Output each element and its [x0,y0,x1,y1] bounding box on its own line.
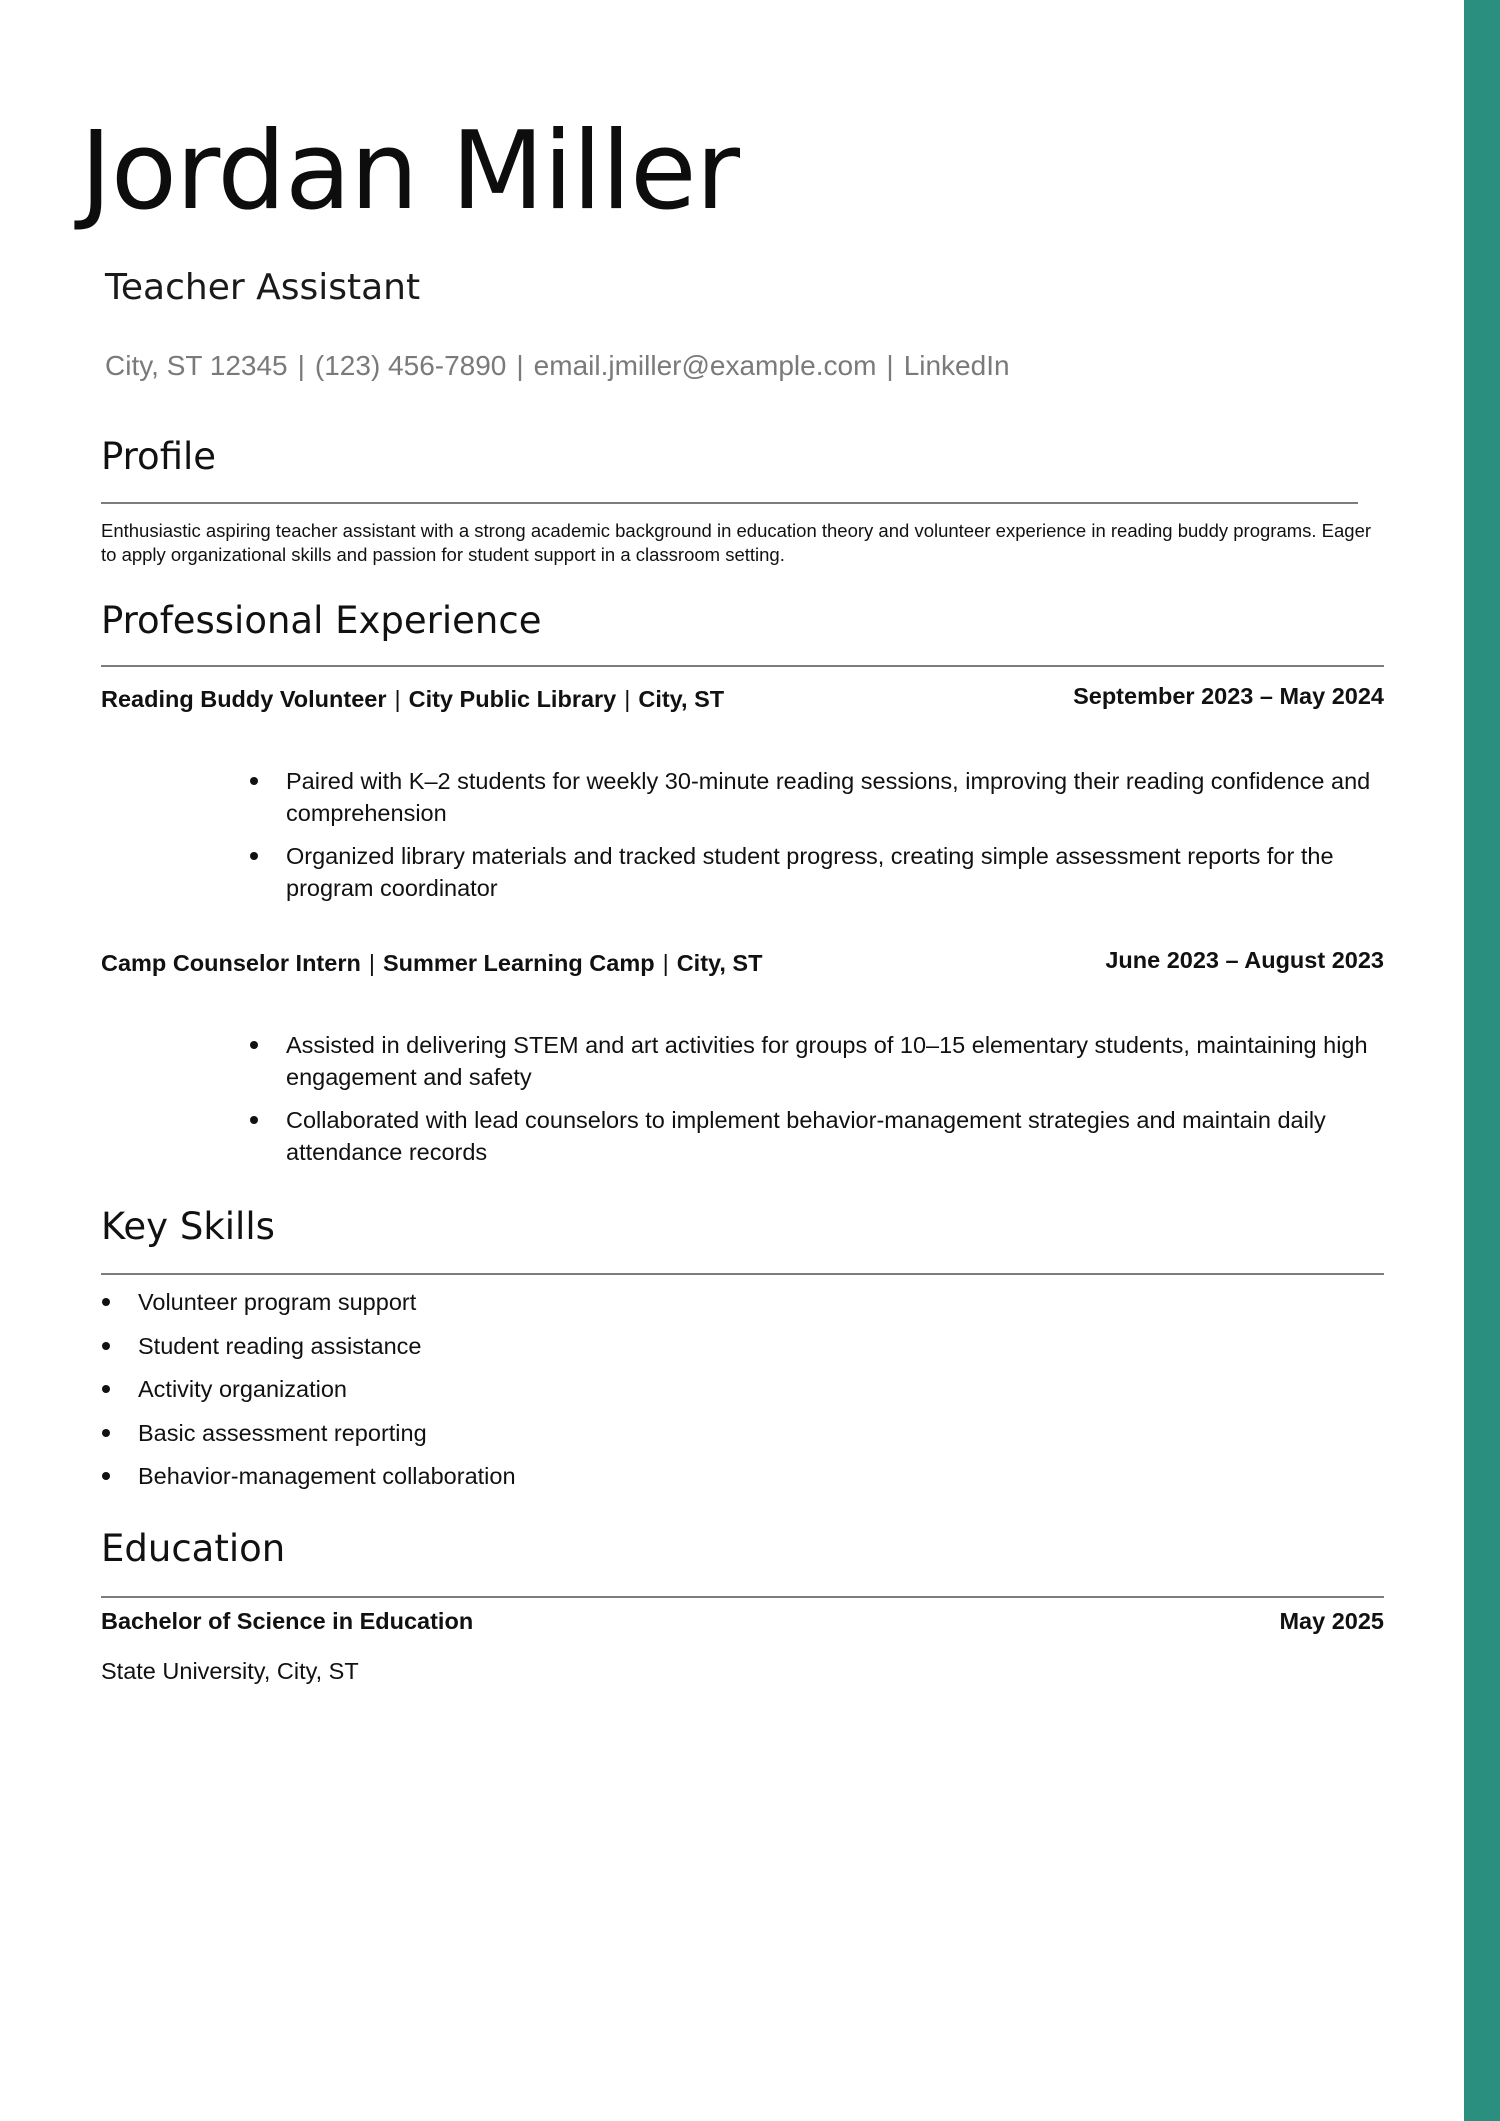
job-separator: | [368,950,375,976]
job-separator: | [394,686,401,712]
profile-text: Enthusiastic aspiring teacher assistant with a strong academic background in education theory and volunteer experience in reading buddy programs. Eager to apply organizational skills and passion for student support in a classroom setting. [101,520,1372,565]
job-location: City, ST [638,686,725,712]
education-school: State University, City, ST [101,1658,359,1684]
skills-list [138,1286,938,1504]
education-heading: Education [101,1527,286,1570]
contact-location: City, ST 12345 [105,350,288,381]
education-degree: Bachelor of Science in Education [101,1608,474,1634]
job-separator: | [662,950,669,976]
job-dates: September 2023 – May 2024 [1073,683,1384,709]
job-role: Camp Counselor Intern [101,950,361,976]
education-date: May 2025 [1279,1608,1384,1634]
skill-item: Basic assessment reporting [138,1417,938,1449]
candidate-name: Jordan Miller [80,109,739,234]
job-bullet: Assisted in delivering STEM and art activities for groups of 10–15 elementary students, maintaining high engagement and safety [286,1029,1396,1093]
profile-heading: Profile [101,435,217,478]
contact-email[interactable]: email.jmiller@example.com [533,350,877,381]
profile-divider [101,502,1358,504]
contact-separator: | [297,350,305,381]
job-bullet: Collaborated with lead counselors to implement behavior-management strategies and maintain daily attendance records [286,1104,1396,1168]
job-bullet: Organized library materials and tracked student progress, creating simple assessment reports for the program coordinator [286,840,1396,904]
contact-phone: (123) 456-7890 [314,350,507,381]
contact-separator: | [516,350,524,381]
job-organization: City Public Library [408,686,617,712]
contact-linkedin-link[interactable]: LinkedIn [903,350,1010,381]
skill-item: Student reading assistance [138,1330,938,1362]
job-bullet-list [286,1029,1396,1179]
skill-item: Activity organization [138,1373,938,1405]
job-title: Teacher Assistant [105,267,421,308]
job-bullet-list [286,765,1396,915]
experience-divider [101,665,1384,667]
skills-heading: Key Skills [101,1205,275,1248]
job-header [101,686,724,713]
contact-line [105,349,1010,383]
education-divider [101,1596,1384,1598]
experience-heading: Professional Experience [101,599,542,642]
skill-item: Volunteer program support [138,1286,938,1318]
job-separator: | [624,686,631,712]
accent-side-band [1464,0,1500,2121]
job-bullet: Paired with K–2 students for weekly 30-minute reading sessions, improving their reading confidence and comprehension [286,765,1396,829]
job-role: Reading Buddy Volunteer [101,686,387,712]
job-organization: Summer Learning Camp [382,950,655,976]
job-dates: June 2023 – August 2023 [1105,947,1384,973]
contact-separator: | [886,350,894,381]
skill-item: Behavior-management collaboration [138,1460,938,1492]
job-location: City, ST [676,950,763,976]
job-header [101,950,762,977]
skills-divider [101,1273,1384,1275]
